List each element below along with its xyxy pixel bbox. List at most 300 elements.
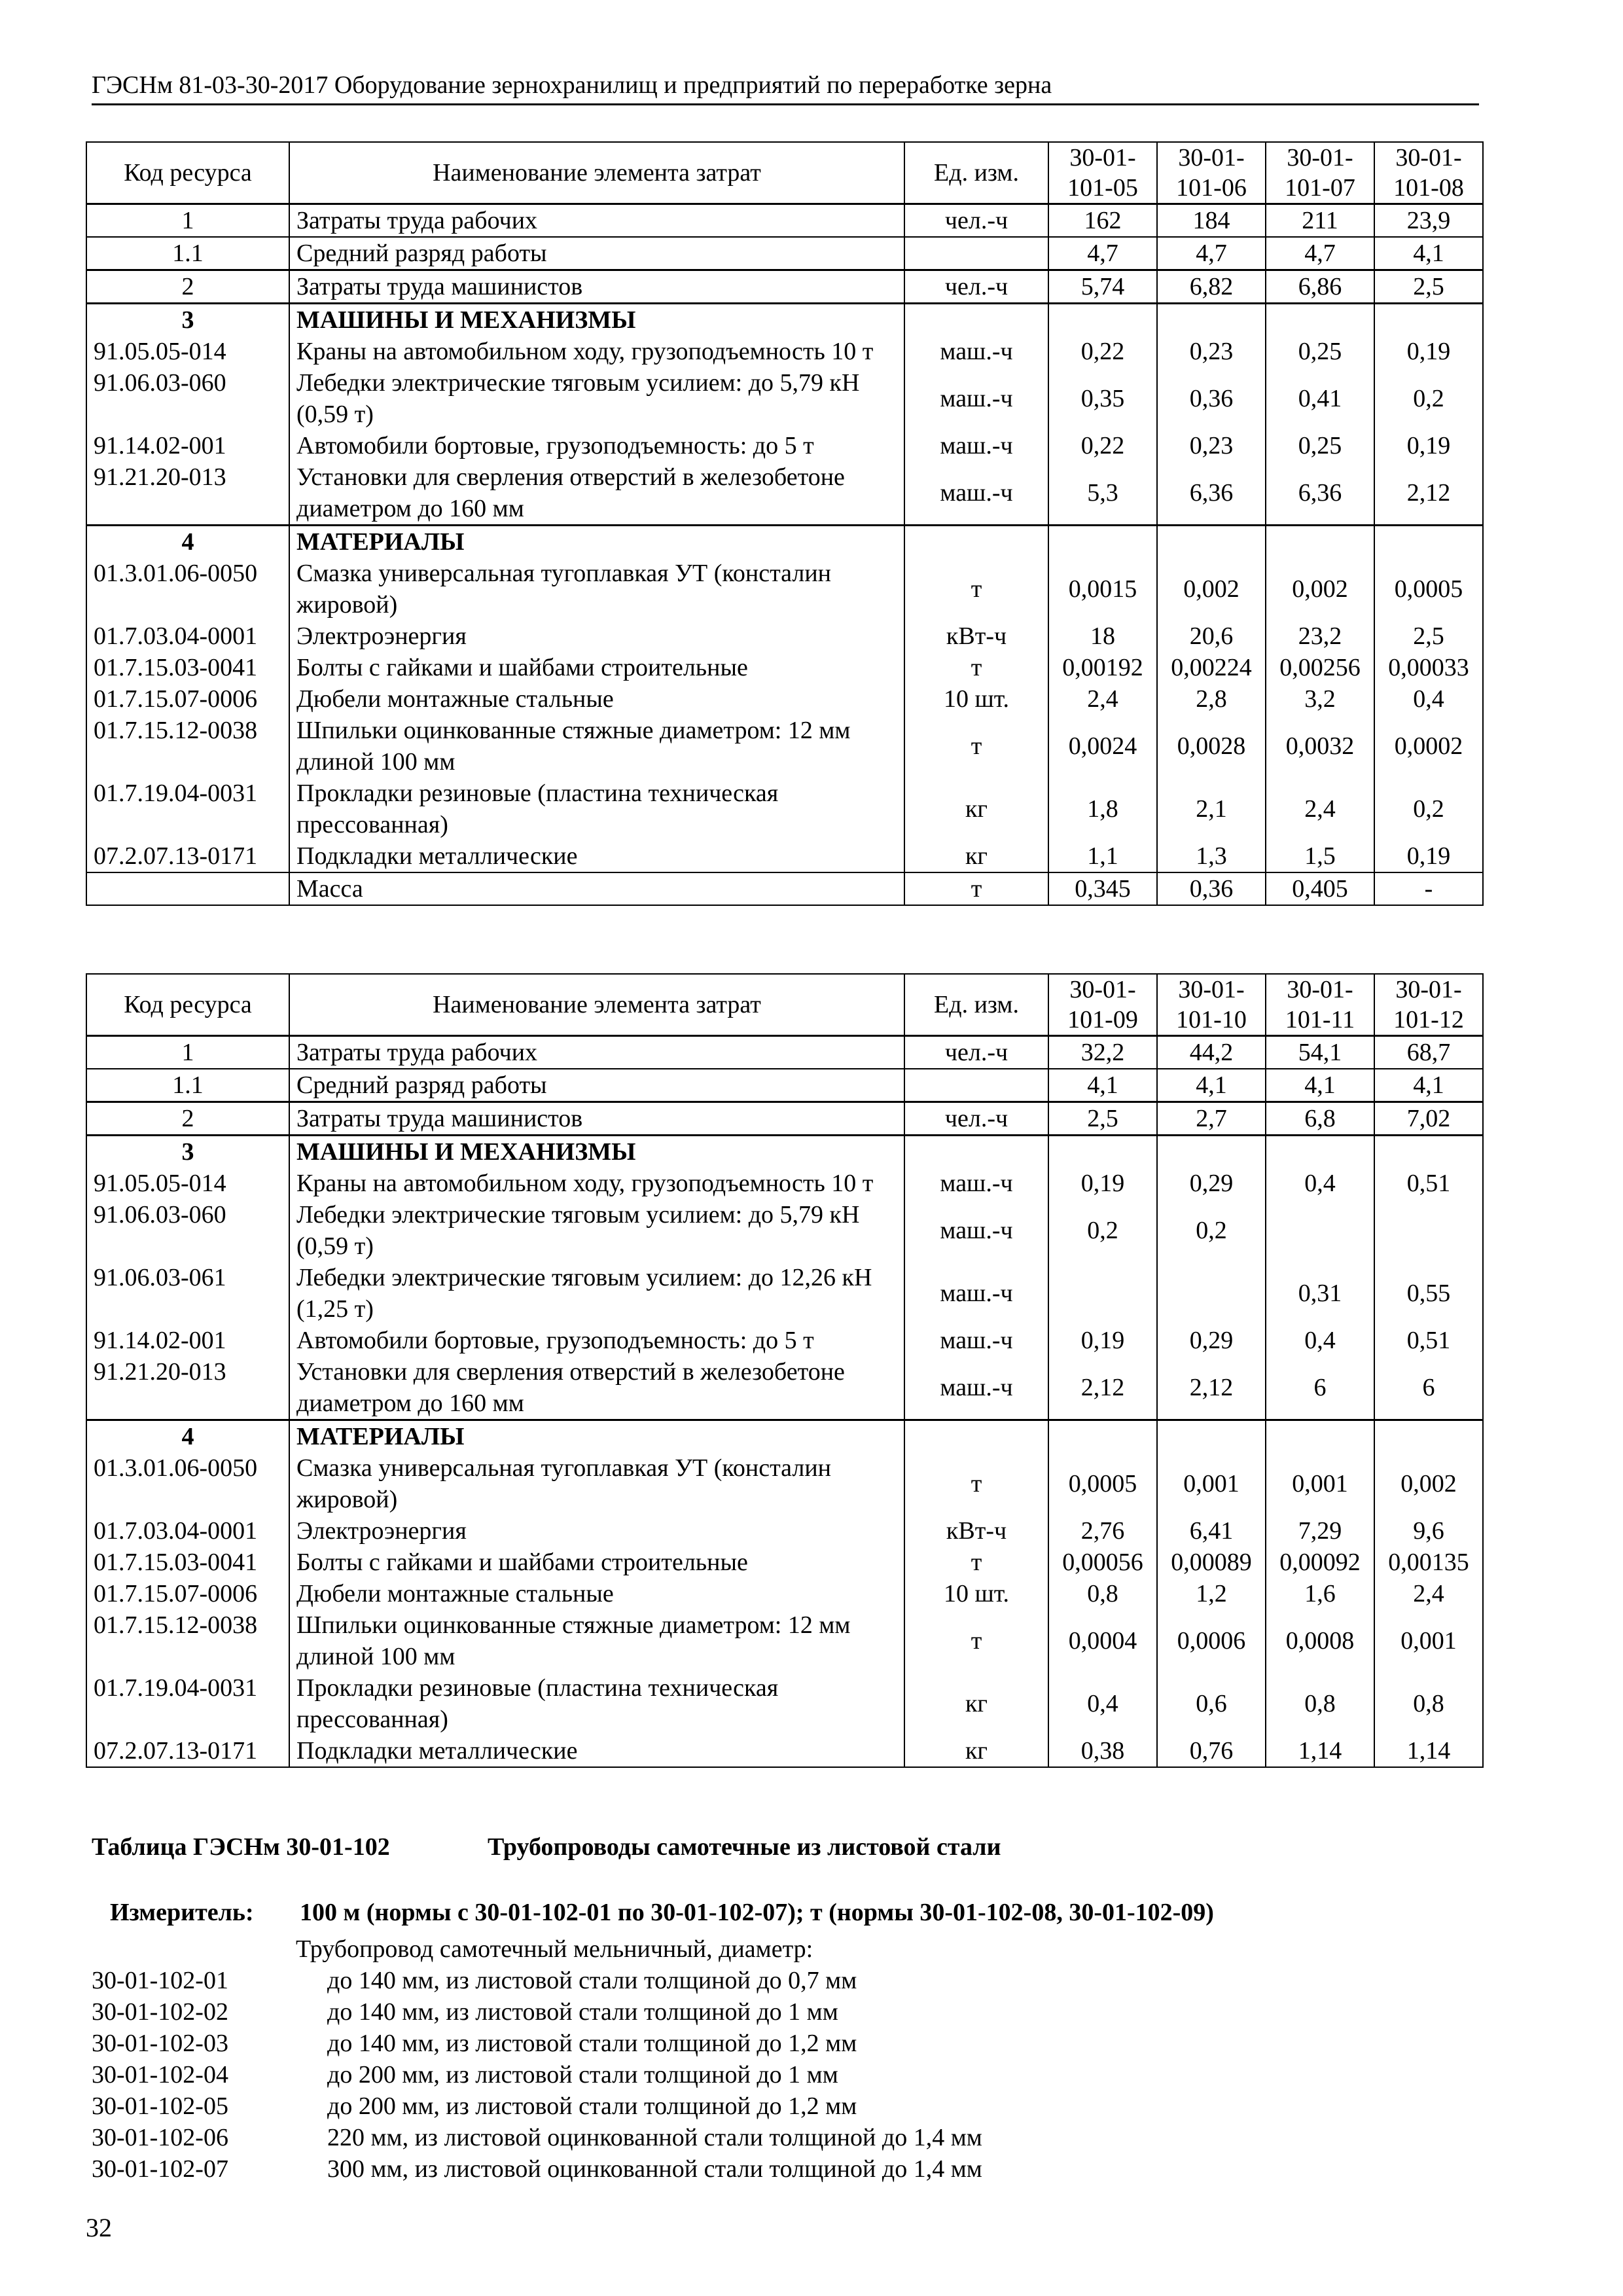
resource-code: 91.21.20-013 bbox=[86, 461, 289, 526]
list-intro: Трубопровод самотечный мельничный, диаметр: bbox=[296, 1935, 813, 1963]
resource-name: Прокладки резиновые (пластина техническая прессованная) bbox=[289, 778, 904, 840]
norm-value: 0,0032 bbox=[1266, 715, 1374, 778]
resource-name: Болты с гайками и шайбами строительные bbox=[289, 1547, 904, 1578]
col-norm-header: 30-01- 101-06 bbox=[1157, 142, 1266, 204]
norm-value: 4,1 bbox=[1266, 1069, 1374, 1102]
col-unit-header: Ед. изм. bbox=[904, 974, 1048, 1036]
resource-code: 91.06.03-060 bbox=[86, 1199, 289, 1262]
page-number: 32 bbox=[86, 2213, 112, 2242]
norm-value bbox=[1048, 1136, 1157, 1168]
measure-label: Измеритель: bbox=[110, 1899, 254, 1926]
norm-value: 54,1 bbox=[1266, 1036, 1374, 1069]
resource-code: 07.2.07.13-0171 bbox=[86, 840, 289, 872]
resource-code: 01.7.15.12-0038 bbox=[86, 715, 289, 778]
table-row bbox=[86, 461, 1483, 526]
col-norm-header: 30-01- 101-05 bbox=[1048, 142, 1157, 204]
norm-value: 2,12 bbox=[1048, 1356, 1157, 1420]
norm-value: 162 bbox=[1048, 204, 1157, 238]
table-row bbox=[86, 526, 1483, 558]
table-row bbox=[86, 367, 1483, 430]
resource-code: 2 bbox=[86, 270, 289, 304]
unit bbox=[904, 1136, 1048, 1168]
resource-table-1 bbox=[86, 141, 1484, 906]
table-row bbox=[86, 1609, 1483, 1672]
resource-name: Затраты труда рабочих bbox=[289, 1036, 904, 1069]
table-row bbox=[86, 430, 1483, 461]
norm-value: 0,0004 bbox=[1048, 1609, 1157, 1672]
resource-code: 01.7.19.04-0031 bbox=[86, 778, 289, 840]
norm-value: 3,2 bbox=[1266, 683, 1374, 715]
norm-value: 6,82 bbox=[1157, 270, 1266, 304]
norm-value: 7,29 bbox=[1266, 1515, 1374, 1547]
table-row bbox=[86, 204, 1483, 238]
norm-value: 0,19 bbox=[1374, 430, 1483, 461]
norm-code: 30-01-102-01 bbox=[92, 1967, 228, 1994]
norm-value: 4,7 bbox=[1157, 237, 1266, 270]
norm-value: 0,22 bbox=[1048, 430, 1157, 461]
norm-value: 0,38 bbox=[1048, 1735, 1157, 1767]
norm-value: 6,86 bbox=[1266, 270, 1374, 304]
resource-name: Лебедки электрические тяговым усилием: до 5,79 кН (0,59 т) bbox=[289, 1199, 904, 1262]
table-row bbox=[86, 1136, 1483, 1168]
resource-code: 01.3.01.06-0050 bbox=[86, 1452, 289, 1515]
norm-value: 0,4 bbox=[1374, 683, 1483, 715]
unit: кг bbox=[904, 1735, 1048, 1767]
col-norm-header: 30-01- 101-07 bbox=[1266, 142, 1374, 204]
unit: маш.-ч bbox=[904, 336, 1048, 367]
norm-value: 4,1 bbox=[1374, 237, 1483, 270]
unit bbox=[904, 1420, 1048, 1453]
table-header bbox=[86, 142, 1483, 204]
norm-value: 6,8 bbox=[1266, 1102, 1374, 1136]
resource-code: 4 bbox=[86, 1420, 289, 1453]
norm-value: 0,0005 bbox=[1374, 558, 1483, 620]
table-row bbox=[86, 558, 1483, 620]
table-row bbox=[86, 620, 1483, 652]
table-row bbox=[86, 1325, 1483, 1356]
norm-value bbox=[1157, 526, 1266, 558]
col-norm-header: 30-01- 101-10 bbox=[1157, 974, 1266, 1036]
norm-value: - bbox=[1374, 872, 1483, 905]
norm-value bbox=[1048, 526, 1157, 558]
norm-value: 0,2 bbox=[1157, 1199, 1266, 1262]
resource-name: Электроэнергия bbox=[289, 1515, 904, 1547]
resource-code: 01.7.15.03-0041 bbox=[86, 1547, 289, 1578]
norm-value: 0,25 bbox=[1266, 336, 1374, 367]
norm-value: 2,8 bbox=[1157, 683, 1266, 715]
norm-description: до 200 мм, из листовой стали толщиной до 1,2 мм bbox=[327, 2092, 857, 2120]
col-norm-header: 30-01- 101-08 bbox=[1374, 142, 1483, 204]
norm-value: 2,76 bbox=[1048, 1515, 1157, 1547]
norm-value: 0,00033 bbox=[1374, 652, 1483, 683]
norm-value: 0,00092 bbox=[1266, 1547, 1374, 1578]
table-body bbox=[86, 204, 1483, 906]
table-row bbox=[86, 1199, 1483, 1262]
table-row bbox=[86, 270, 1483, 304]
unit: маш.-ч bbox=[904, 430, 1048, 461]
section-title: МАШИНЫ И МЕХАНИЗМЫ bbox=[289, 1136, 904, 1168]
resource-name: Болты с гайками и шайбами строительные bbox=[289, 652, 904, 683]
unit: 10 шт. bbox=[904, 683, 1048, 715]
norm-value: 0,19 bbox=[1374, 840, 1483, 872]
unit bbox=[904, 526, 1048, 558]
resource-code: 01.7.03.04-0001 bbox=[86, 1515, 289, 1547]
unit: т bbox=[904, 1609, 1048, 1672]
norm-value: 2,4 bbox=[1266, 778, 1374, 840]
norm-value: 6 bbox=[1374, 1356, 1483, 1420]
norm-value: 0,19 bbox=[1048, 1168, 1157, 1199]
unit bbox=[904, 237, 1048, 270]
unit: т bbox=[904, 872, 1048, 905]
resource-code: 3 bbox=[86, 304, 289, 336]
norm-value: 32,2 bbox=[1048, 1036, 1157, 1069]
norm-description: до 140 мм, из листовой стали толщиной до 1 мм bbox=[327, 1998, 838, 2026]
norm-value: 23,2 bbox=[1266, 620, 1374, 652]
norm-value: 0,51 bbox=[1374, 1168, 1483, 1199]
norm-description: 300 мм, из листовой оцинкованной стали толщиной до 1,4 мм bbox=[327, 2155, 982, 2183]
norm-value: 0,19 bbox=[1048, 1325, 1157, 1356]
resource-code: 91.14.02-001 bbox=[86, 430, 289, 461]
resource-name: Затраты труда машинистов bbox=[289, 270, 904, 304]
unit: кг bbox=[904, 1672, 1048, 1735]
resource-name: Автомобили бортовые, грузоподъемность: до 5 т bbox=[289, 1325, 904, 1356]
norm-value: 0,29 bbox=[1157, 1168, 1266, 1199]
norm-value: 0,55 bbox=[1374, 1262, 1483, 1325]
norm-value: 0,36 bbox=[1157, 872, 1266, 905]
norm-code: 30-01-102-02 bbox=[92, 1998, 228, 2026]
resource-code: 01.7.15.07-0006 bbox=[86, 1578, 289, 1609]
resource-name: Средний разряд работы bbox=[289, 237, 904, 270]
resource-code: 01.7.03.04-0001 bbox=[86, 620, 289, 652]
norm-value bbox=[1266, 1420, 1374, 1453]
resource-name: Краны на автомобильном ходу, грузоподъемность 10 т bbox=[289, 1168, 904, 1199]
resource-code: 01.7.15.03-0041 bbox=[86, 652, 289, 683]
norm-value: 0,00135 bbox=[1374, 1547, 1483, 1578]
norm-description: до 200 мм, из листовой стали толщиной до 1 мм bbox=[327, 2061, 838, 2089]
resource-name: Прокладки резиновые (пластина техническая прессованная) bbox=[289, 1672, 904, 1735]
norm-value: 4,7 bbox=[1048, 237, 1157, 270]
table-row bbox=[86, 304, 1483, 336]
norm-value: 0,29 bbox=[1157, 1325, 1266, 1356]
unit bbox=[904, 1069, 1048, 1102]
norm-value: 0,36 bbox=[1157, 367, 1266, 430]
norm-value bbox=[1048, 304, 1157, 336]
resource-name: Краны на автомобильном ходу, грузоподъемность 10 т bbox=[289, 336, 904, 367]
resource-table-2 bbox=[86, 973, 1484, 1768]
unit: чел.-ч bbox=[904, 204, 1048, 238]
table-row bbox=[86, 840, 1483, 872]
measure-value: 100 м (нормы с 30-01-102-01 по 30-01-102-07); т (нормы 30-01-102-08, 30-01-102-09) bbox=[300, 1899, 1214, 1926]
norm-value: 2,1 bbox=[1157, 778, 1266, 840]
norm-value bbox=[1157, 304, 1266, 336]
resource-name: Масса bbox=[289, 872, 904, 905]
table-caption bbox=[92, 1833, 1001, 1861]
col-unit-header: Ед. изм. bbox=[904, 142, 1048, 204]
norm-value: 0,19 bbox=[1374, 336, 1483, 367]
norm-value: 184 bbox=[1157, 204, 1266, 238]
table-row bbox=[86, 1168, 1483, 1199]
resource-code: 4 bbox=[86, 526, 289, 558]
norm-value: 0,002 bbox=[1157, 558, 1266, 620]
norm-value bbox=[1157, 1420, 1266, 1453]
norm-code: 30-01-102-04 bbox=[92, 2061, 228, 2089]
col-norm-header: 30-01- 101-11 bbox=[1266, 974, 1374, 1036]
table-row bbox=[86, 778, 1483, 840]
norm-value bbox=[1266, 526, 1374, 558]
norm-value: 0,23 bbox=[1157, 430, 1266, 461]
norm-value: 0,00056 bbox=[1048, 1547, 1157, 1578]
norm-value: 1,3 bbox=[1157, 840, 1266, 872]
norm-value: 0,2 bbox=[1048, 1199, 1157, 1262]
norm-description: до 140 мм, из листовой стали толщиной до 0,7 мм bbox=[327, 1967, 857, 1994]
norm-value: 0,8 bbox=[1374, 1672, 1483, 1735]
norm-value: 0,76 bbox=[1157, 1735, 1266, 1767]
norm-value: 0,405 bbox=[1266, 872, 1374, 905]
unit: маш.-ч bbox=[904, 367, 1048, 430]
col-code-header: Код ресурса bbox=[86, 974, 289, 1036]
norm-description: до 140 мм, из листовой стали толщиной до 1,2 мм bbox=[327, 2030, 857, 2057]
resource-code: 91.05.05-014 bbox=[86, 1168, 289, 1199]
norm-value: 0,0015 bbox=[1048, 558, 1157, 620]
norm-value: 0,00192 bbox=[1048, 652, 1157, 683]
unit: т bbox=[904, 1452, 1048, 1515]
norm-value: 2,12 bbox=[1374, 461, 1483, 526]
norm-value: 1,5 bbox=[1266, 840, 1374, 872]
resource-code: 01.7.19.04-0031 bbox=[86, 1672, 289, 1735]
unit: чел.-ч bbox=[904, 270, 1048, 304]
header-row bbox=[86, 142, 1483, 204]
resource-name: Смазка универсальная тугоплавкая УТ (консталин жировой) bbox=[289, 1452, 904, 1515]
norm-value: 6,36 bbox=[1157, 461, 1266, 526]
unit: маш.-ч bbox=[904, 1199, 1048, 1262]
caption-code: Таблица ГЭСНм 30-01-102 bbox=[92, 1833, 390, 1861]
section-title: МАШИНЫ И МЕХАНИЗМЫ bbox=[289, 304, 904, 336]
table-row bbox=[86, 1672, 1483, 1735]
resource-name: Лебедки электрические тяговым усилием: до 5,79 кН (0,59 т) bbox=[289, 367, 904, 430]
unit: маш.-ч bbox=[904, 1168, 1048, 1199]
norm-value: 0,001 bbox=[1157, 1452, 1266, 1515]
norm-value: 2,4 bbox=[1374, 1578, 1483, 1609]
norm-value: 1,1 bbox=[1048, 840, 1157, 872]
norm-value: 0,31 bbox=[1266, 1262, 1374, 1325]
norm-value: 1,14 bbox=[1266, 1735, 1374, 1767]
table-row bbox=[86, 1735, 1483, 1767]
norm-value: 6,36 bbox=[1266, 461, 1374, 526]
resource-name: Дюбели монтажные стальные bbox=[289, 683, 904, 715]
norm-value: 6,41 bbox=[1157, 1515, 1266, 1547]
norm-value: 2,5 bbox=[1048, 1102, 1157, 1136]
norm-value: 1,2 bbox=[1157, 1578, 1266, 1609]
norm-value bbox=[1374, 304, 1483, 336]
norm-value: 0,0024 bbox=[1048, 715, 1157, 778]
resource-name: Дюбели монтажные стальные bbox=[289, 1578, 904, 1609]
caption-title: Трубопроводы самотечные из листовой стали bbox=[488, 1833, 1001, 1861]
resource-code: 01.3.01.06-0050 bbox=[86, 558, 289, 620]
norm-value: 0,2 bbox=[1374, 367, 1483, 430]
norm-value: 0,001 bbox=[1374, 1609, 1483, 1672]
norm-value: 5,74 bbox=[1048, 270, 1157, 304]
header-row bbox=[86, 974, 1483, 1036]
norm-value: 0,8 bbox=[1048, 1578, 1157, 1609]
unit: т bbox=[904, 715, 1048, 778]
norm-value: 6 bbox=[1266, 1356, 1374, 1420]
unit: маш.-ч bbox=[904, 1356, 1048, 1420]
norm-code: 30-01-102-07 bbox=[92, 2155, 228, 2183]
table-row bbox=[86, 336, 1483, 367]
norm-value bbox=[1266, 304, 1374, 336]
unit: т bbox=[904, 1547, 1048, 1578]
norm-value: 2,4 bbox=[1048, 683, 1157, 715]
norm-value bbox=[1374, 1420, 1483, 1453]
norm-value: 1,14 bbox=[1374, 1735, 1483, 1767]
norm-value bbox=[1048, 1262, 1157, 1325]
norm-value bbox=[1266, 1136, 1374, 1168]
resource-name: Подкладки металлические bbox=[289, 1735, 904, 1767]
norm-value: 0,4 bbox=[1048, 1672, 1157, 1735]
unit: маш.-ч bbox=[904, 1325, 1048, 1356]
unit: т bbox=[904, 652, 1048, 683]
norm-value: 1,8 bbox=[1048, 778, 1157, 840]
norm-value: 0,51 bbox=[1374, 1325, 1483, 1356]
total-mass-row bbox=[86, 872, 1483, 905]
unit: 10 шт. bbox=[904, 1578, 1048, 1609]
resource-code: 07.2.07.13-0171 bbox=[86, 1735, 289, 1767]
resource-name: Электроэнергия bbox=[289, 620, 904, 652]
section-title: МАТЕРИАЛЫ bbox=[289, 1420, 904, 1453]
norm-value: 211 bbox=[1266, 204, 1374, 238]
norm-value: 0,6 bbox=[1157, 1672, 1266, 1735]
resource-code: 91.06.03-060 bbox=[86, 367, 289, 430]
table-row bbox=[86, 652, 1483, 683]
norm-value bbox=[1048, 1420, 1157, 1453]
unit: чел.-ч bbox=[904, 1102, 1048, 1136]
resource-name: Автомобили бортовые, грузоподъемность: до 5 т bbox=[289, 430, 904, 461]
norm-value: 0,23 bbox=[1157, 336, 1266, 367]
norm-value: 0,0006 bbox=[1157, 1609, 1266, 1672]
norm-value: 1,6 bbox=[1266, 1578, 1374, 1609]
table-row bbox=[86, 1356, 1483, 1420]
norm-value bbox=[1374, 1136, 1483, 1168]
col-norm-header: 30-01- 101-09 bbox=[1048, 974, 1157, 1036]
unit bbox=[904, 304, 1048, 336]
norm-value: 0,4 bbox=[1266, 1168, 1374, 1199]
resource-code: 91.06.03-061 bbox=[86, 1262, 289, 1325]
norm-code: 30-01-102-03 bbox=[92, 2030, 228, 2057]
norm-value: 0,002 bbox=[1266, 558, 1374, 620]
col-code-header: Код ресурса bbox=[86, 142, 289, 204]
section-title: МАТЕРИАЛЫ bbox=[289, 526, 904, 558]
table-row bbox=[86, 1102, 1483, 1136]
norm-code: 30-01-102-05 bbox=[92, 2092, 228, 2120]
table-row bbox=[86, 715, 1483, 778]
norm-value: 2,5 bbox=[1374, 270, 1483, 304]
norm-value: 20,6 bbox=[1157, 620, 1266, 652]
norm-value: 68,7 bbox=[1374, 1036, 1483, 1069]
norm-value: 0,25 bbox=[1266, 430, 1374, 461]
resource-code: 2 bbox=[86, 1102, 289, 1136]
unit: маш.-ч bbox=[904, 461, 1048, 526]
norm-value: 2,12 bbox=[1157, 1356, 1266, 1420]
table-row bbox=[86, 683, 1483, 715]
norm-value: 0,002 bbox=[1374, 1452, 1483, 1515]
resource-code: 91.21.20-013 bbox=[86, 1356, 289, 1420]
measure-line bbox=[110, 1898, 1214, 1927]
resource-name: Подкладки металлические bbox=[289, 840, 904, 872]
table-row bbox=[86, 1036, 1483, 1069]
resource-name: Лебедки электрические тяговым усилием: до 12,26 кН (1,25 т) bbox=[289, 1262, 904, 1325]
table-row bbox=[86, 1069, 1483, 1102]
resource-name: Затраты труда рабочих bbox=[289, 204, 904, 238]
norm-value: 0,00224 bbox=[1157, 652, 1266, 683]
resource-code: 1.1 bbox=[86, 237, 289, 270]
unit: кг bbox=[904, 840, 1048, 872]
table-row bbox=[86, 1262, 1483, 1325]
resource-name: Шпильки оцинкованные стяжные диаметром: 12 мм длиной 100 мм bbox=[289, 715, 904, 778]
norm-value: 0,0002 bbox=[1374, 715, 1483, 778]
unit: маш.-ч bbox=[904, 1262, 1048, 1325]
norm-value: 44,2 bbox=[1157, 1036, 1266, 1069]
norm-value: 0,41 bbox=[1266, 367, 1374, 430]
col-norm-header: 30-01- 101-12 bbox=[1374, 974, 1483, 1036]
norm-value: 9,6 bbox=[1374, 1515, 1483, 1547]
norm-value: 18 bbox=[1048, 620, 1157, 652]
resource-code: 3 bbox=[86, 1136, 289, 1168]
table-row bbox=[86, 237, 1483, 270]
resource-code bbox=[86, 872, 289, 905]
running-header: ГЭСНм 81-03-30-2017 Оборудование зернохранилищ и предприятий по переработке зерна bbox=[92, 71, 1479, 105]
norm-value bbox=[1374, 1199, 1483, 1262]
norm-value bbox=[1157, 1136, 1266, 1168]
norm-value: 0,0028 bbox=[1157, 715, 1266, 778]
col-name-header: Наименование элемента затрат bbox=[289, 142, 904, 204]
resource-code: 1 bbox=[86, 1036, 289, 1069]
unit: кг bbox=[904, 778, 1048, 840]
table-row bbox=[86, 1452, 1483, 1515]
norm-value: 0,00089 bbox=[1157, 1547, 1266, 1578]
norm-value: 2,7 bbox=[1157, 1102, 1266, 1136]
norm-value bbox=[1157, 1262, 1266, 1325]
unit: кВт-ч bbox=[904, 1515, 1048, 1547]
resource-code: 1 bbox=[86, 204, 289, 238]
norm-value: 4,1 bbox=[1048, 1069, 1157, 1102]
norm-value: 0,0008 bbox=[1266, 1609, 1374, 1672]
norm-description: 220 мм, из листовой оцинкованной стали толщиной до 1,4 мм bbox=[327, 2124, 982, 2151]
norm-value: 4,1 bbox=[1157, 1069, 1266, 1102]
norm-value: 0,8 bbox=[1266, 1672, 1374, 1735]
norm-value: 2,5 bbox=[1374, 620, 1483, 652]
norm-value: 23,9 bbox=[1374, 204, 1483, 238]
resource-name: Шпильки оцинкованные стяжные диаметром: 12 мм длиной 100 мм bbox=[289, 1609, 904, 1672]
norm-value: 4,7 bbox=[1266, 237, 1374, 270]
resource-name: Средний разряд работы bbox=[289, 1069, 904, 1102]
norm-code: 30-01-102-06 bbox=[92, 2124, 228, 2151]
table-row bbox=[86, 1578, 1483, 1609]
resource-name: Затраты труда машинистов bbox=[289, 1102, 904, 1136]
table-body bbox=[86, 1036, 1483, 1768]
norm-value bbox=[1266, 1199, 1374, 1262]
resource-code: 01.7.15.12-0038 bbox=[86, 1609, 289, 1672]
norm-value: 4,1 bbox=[1374, 1069, 1483, 1102]
resource-name: Установки для сверления отверстий в железобетоне диаметром до 160 мм bbox=[289, 461, 904, 526]
resource-code: 91.14.02-001 bbox=[86, 1325, 289, 1356]
norm-value: 0,22 bbox=[1048, 336, 1157, 367]
col-name-header: Наименование элемента затрат bbox=[289, 974, 904, 1036]
norm-value: 0,2 bbox=[1374, 778, 1483, 840]
resource-code: 91.05.05-014 bbox=[86, 336, 289, 367]
table-row bbox=[86, 1420, 1483, 1453]
norm-value: 0,001 bbox=[1266, 1452, 1374, 1515]
norm-value: 0,345 bbox=[1048, 872, 1157, 905]
